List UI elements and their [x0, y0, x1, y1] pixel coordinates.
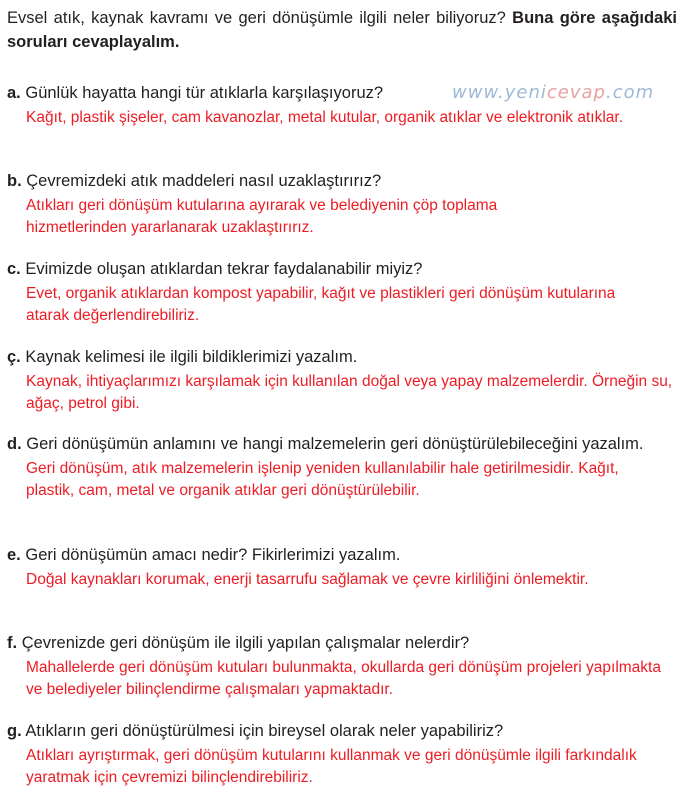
- answer-text: Atıkları geri dönüşüm kutularına ayırarak ve belediyenin çöp toplama hizmetlerinden yararlanarak uzaklaştırırız.: [26, 197, 498, 236]
- qa-item-a: [7, 82, 677, 129]
- question-text: Günlük hayatta hangi tür atıklarla karşılaşıyoruz?: [25, 84, 384, 102]
- answer-text: Geri dönüşüm, atık malzemelerin işlenip yeniden kullanılabilir hale getirilmesidir. Kağıt, plastik, cam, metal ve organik atıklar geri dönüştürülebilir.: [26, 460, 619, 499]
- answer-text: Doğal kaynakları korumak, enerji tasarrufu sağlamak ve çevre kirliliğini önlemektir.: [26, 571, 589, 588]
- intro-text: [7, 6, 677, 54]
- question: [7, 170, 677, 192]
- qa-item-b: [7, 170, 677, 239]
- question-text: Geri dönüşümün anlamını ve hangi malzemelerin geri dönüştürülebileceğini yazalım.: [26, 435, 644, 453]
- question-letter: g.: [7, 722, 22, 740]
- watermark-part-3: .com: [605, 82, 655, 103]
- question-text: Kaynak kelimesi ile ilgili bildiklerimizi yazalım.: [25, 348, 358, 366]
- question-letter: a.: [7, 84, 21, 102]
- question-letter: d.: [7, 435, 22, 453]
- question: [7, 258, 677, 280]
- question: [7, 544, 677, 566]
- intro-normal: Evsel atık, kaynak kavramı ve geri dönüşümle ilgili neler biliyoruz?: [7, 9, 506, 27]
- question: [7, 632, 677, 654]
- qa-item-g: [7, 720, 677, 789]
- question-text: Geri dönüşümün amacı nedir? Fikirlerimizi yazalım.: [25, 546, 401, 564]
- answer-text: Mahallelerde geri dönüşüm kutuları bulunmakta, okullarda geri dönüşüm projeleri yapılmakta ve belediyeler bilinçlendirme çalışmaları yapmaktadır.: [26, 659, 661, 698]
- qa-item-d: [7, 433, 677, 502]
- qa-item-cedilla: [7, 346, 677, 415]
- question-text: Çevremizdeki atık maddeleri nasıl uzaklaştırırız?: [26, 172, 382, 190]
- question-letter: b.: [7, 172, 22, 190]
- question-letter: e.: [7, 546, 21, 564]
- qa-item-f: [7, 632, 677, 701]
- watermark-part-2: cevap: [546, 82, 606, 103]
- question-letter: ç.: [7, 348, 21, 366]
- answer-text: Kağıt, plastik şişeler, cam kavanozlar, metal kutular, organik atıklar ve elektronik atıklar.: [26, 109, 624, 126]
- question: [7, 82, 677, 104]
- answer-text: Atıkları ayrıştırmak, geri dönüşüm kutularını kullanmak ve geri dönüşümle ilgili farkındalık yaratmak için çevremizi bilinçlendirebiliriz.: [26, 747, 637, 786]
- question-text: Evimizde oluşan atıklardan tekrar faydalanabilir miyiz?: [25, 260, 423, 278]
- answer-text: Kaynak, ihtiyaçlarımızı karşılamak için kullanılan doğal veya yapay malzemelerdir. Örneğin su, ağaç, petrol gibi.: [26, 373, 673, 412]
- question-letter: f.: [7, 634, 18, 652]
- question-text: Atıkların geri dönüştürülmesi için bireysel olarak neler yapabiliriz?: [25, 722, 504, 740]
- qa-item-e: [7, 544, 677, 591]
- question: [7, 433, 667, 455]
- question-letter: c.: [7, 260, 21, 278]
- qa-item-c: [7, 258, 677, 327]
- question-text: Çevrenizde geri dönüşüm ile ilgili yapılan çalışmalar nelerdir?: [21, 634, 470, 652]
- question: [7, 720, 677, 742]
- intro-bold: Buna göre aşağıdaki soruları cevaplayalım.: [7, 9, 677, 51]
- answer-text: Evet, organik atıklardan kompost yapabilir, kağıt ve plastikleri geri dönüşüm kutularına atarak değerlendirebiliriz.: [26, 285, 616, 324]
- watermark-part-1: www.yeni: [452, 82, 547, 103]
- question: [7, 346, 677, 368]
